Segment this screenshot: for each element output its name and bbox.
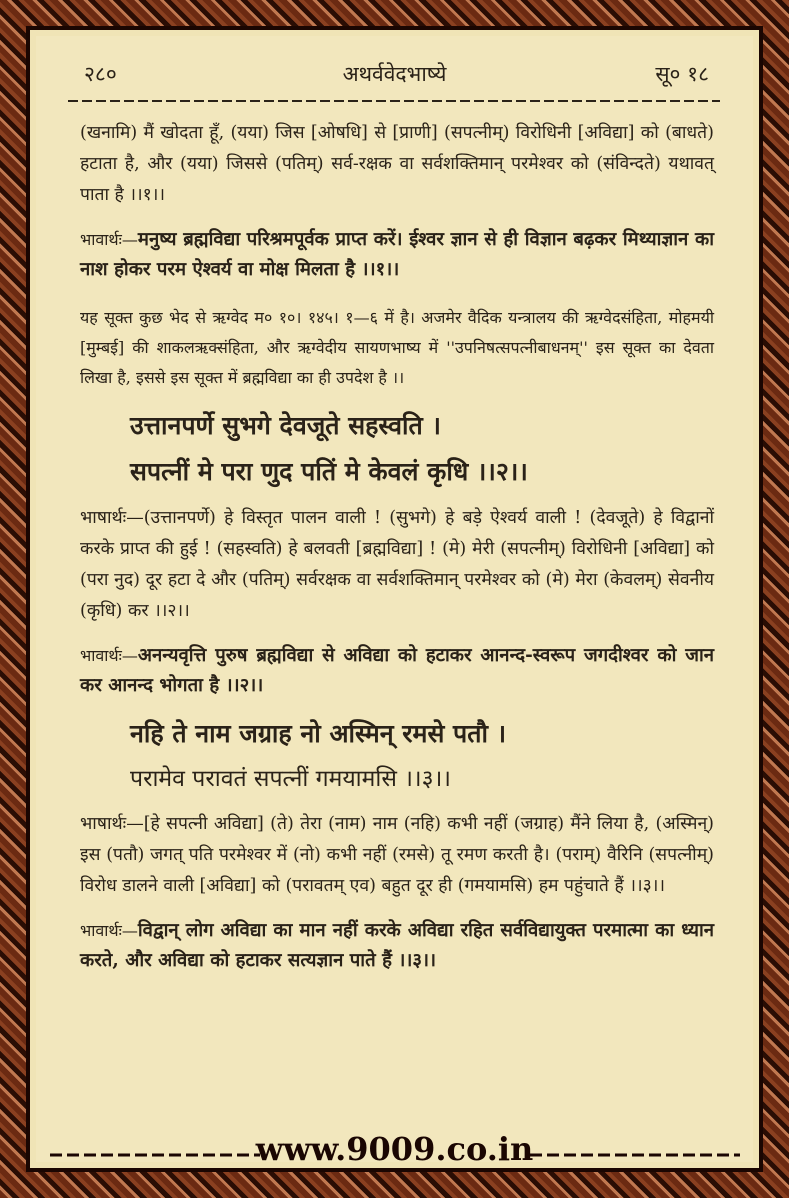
bhavarth-text: मनुष्य ब्रह्मविद्या परिश्रमपूर्वक प्राप्त करें। ईश्वर ज्ञान से ही विज्ञान बढ़कर मिथ्याज्ञान का नाश होकर परम ऐश्वर्य वा मोक्ष मिलता है ।।१।। xyxy=(80,229,714,280)
bhavarth-1 xyxy=(80,225,714,285)
paragraph-1: (खनामि) मैं खोदता हूँ, (यया) जिस [ओषधि] से [प्राणी] (सपत्नीम्) विरोधिनी [अविद्या] को (बाधते) हटाता है, और (यया) जिससे (पतिम्) सर्व-रक्षक वा सर्वशक्तिमान् परमेश्वर को (संविन्दते) यथावत् पाता है ।।१।। xyxy=(80,123,714,205)
page-header xyxy=(36,60,753,92)
page-number: २८० xyxy=(84,62,117,86)
paragraph-2 xyxy=(80,503,714,627)
paragraph-3 xyxy=(80,809,714,902)
bhashartha-text: (उत्तानपर्णे) हे विस्तृत पालन वाली ! (सुभगे) हे बड़े ऐश्वर्य वाली ! (देवजूते) हे विद्वानों करके प्राप्त की हुई ! (सहस्वति) हे बलवती [ब्रह्मविद्या] ! (मे) मेरी (सपत्नीम्) विरोधिनी [अविद्या] को (परा नुद) दूर हटा दे और (पतिम्) सर्वरक्षक वा सर्वशक्तिमान् परमेश्वर को (मे) मेरा (केवलम्) सेवनीय (कृधि) कर ।।२।। xyxy=(80,508,714,621)
bhavarth-text: अनन्यवृत्ति पुरुष ब्रह्मविद्या से अविद्या को हटाकर आनन्द-स्वरूप जगदीश्वर को जान कर आनन्द भोगता है ।।२।। xyxy=(80,645,714,696)
verse-2-line-1: उत्तानपर्णे सुभगे देवजूते सहस्वति । xyxy=(130,411,441,440)
verse-3-line-1: नहि ते नाम जग्राह नो अस्मिन् रमसे पतौ । xyxy=(130,719,507,748)
bhavarth-label: भावार्थः— xyxy=(80,921,138,940)
bhashartha-text: [हे सपत्नी अविद्या] (ते) तेरा (नाम) नाम (नहि) कभी नहीं (जग्राह) मैंने लिया है, (अस्मिन्) इस (पतौ) जगत् पति परमेश्वर में (नो) कभी नहीं (रमसे) तू रमण करती है। (पराम्) वैरिनि (सपत्नीम्) विरोध डालने वाली [अविद्या] को (परावतम् एव) बहुत दूर ही (गमयामसि) हम पहुंचाते हैं ।।३।। xyxy=(80,814,714,896)
book-page xyxy=(36,36,753,1162)
page-title: अथर्ववेदभाष्ये xyxy=(342,62,447,86)
bhavarth-text: विद्वान् लोग अविद्या का मान नहीं करके अविद्या रहित सर्वविद्यायुक्त परमात्मा का ध्यान करते, और अविद्या को हटाकर सत्यज्ञान पाते हैं ।।३।। xyxy=(80,920,714,971)
sukta-number: सू० १८ xyxy=(655,62,709,86)
bhavarth-label: भावार्थः— xyxy=(80,646,138,665)
bhavarth-3 xyxy=(80,916,714,976)
bhashartha-label: भाषार्थः— xyxy=(80,814,144,834)
reference-note: यह सूक्त कुछ भेद से ऋग्वेद म० १०। १४५। १—६ में है। अजमेर वैदिक यन्त्रालय की ऋग्वेदसंहिता, मोहमयी [मुम्बई] की शाकलऋक्संहिता, और ऋग्वेदीय सायणभाष्य में ''उपनिषत्सपत्नीबाधनम्'' इस सूक्त का देवता लिखा है, इससे इस सूक्त में ब्रह्मविद्या का ही उपदेश है ।। xyxy=(80,308,714,387)
bhavarth-2 xyxy=(80,641,714,701)
header-ornament-rule xyxy=(68,94,720,108)
verse-2-line-2: सपत्नीं मे परा णुद पतिं मे केवलं कृधि ।।२।। xyxy=(130,457,528,486)
page-body xyxy=(80,118,714,976)
verse-3-line-2: परामेव परावतं सपत्नीं गमयामसि ।।३।। xyxy=(130,766,452,792)
bhashartha-label: भाषार्थः— xyxy=(80,508,144,528)
bhavarth-label: भावार्थः— xyxy=(80,230,138,249)
website-link[interactable]: www.9009.co.in xyxy=(255,1130,534,1168)
